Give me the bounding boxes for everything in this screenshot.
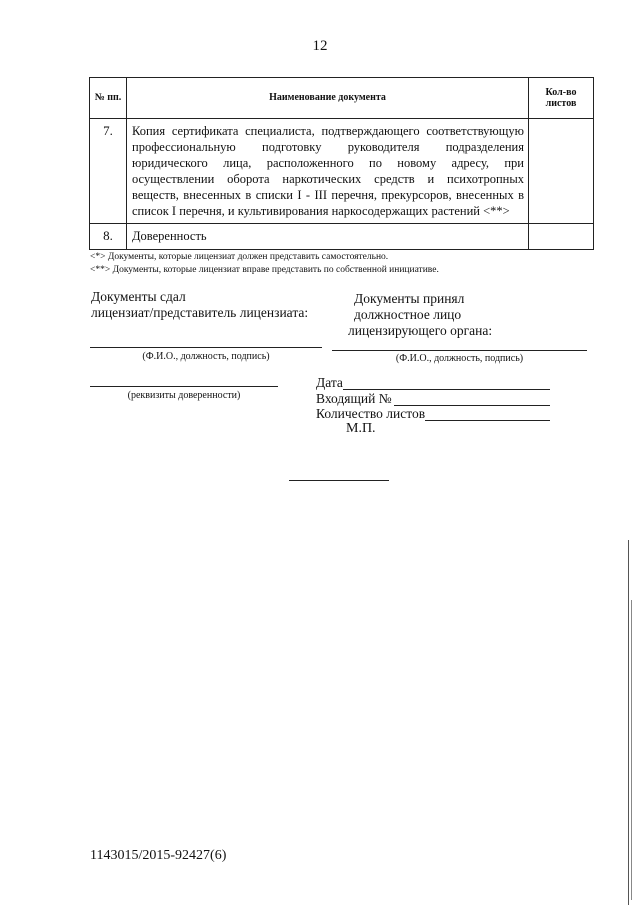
footnote-optional: <**> Документы, которые лицензиат вправе представить по собственной инициативе. [90, 265, 439, 275]
header-sheet-count: Кол-во листов [529, 78, 594, 119]
row-number: 8. [90, 224, 127, 250]
table-header-row [90, 78, 594, 119]
licensing-body-label: лицензирующего органа: [348, 323, 493, 338]
licensee-signature-caption: (Ф.И.О., должность, подпись) [142, 351, 270, 362]
page-number: 12 [312, 38, 328, 54]
documents-table [89, 77, 594, 250]
scan-edge-mark [631, 600, 632, 900]
power-of-attorney-caption: (реквизиты доверенности) [127, 390, 241, 401]
official-signature-caption: (Ф.И.О., должность, подпись) [395, 353, 524, 364]
row-sheet-count [529, 119, 594, 224]
official-signature-line [332, 350, 587, 351]
official-label: должностное лицо [354, 307, 462, 322]
date-label: Дата [316, 375, 343, 390]
date-field [343, 389, 550, 390]
sheet-count-label: Количество листов [316, 406, 426, 421]
incoming-number-label: Входящий № [316, 391, 392, 406]
table-row [90, 119, 594, 224]
table-row [90, 224, 594, 250]
sheet-count-field [425, 420, 550, 421]
row-sheet-count [529, 224, 594, 250]
header-number: № пп. [90, 78, 127, 119]
document-code: 1143015/2015-92427(6) [90, 848, 227, 863]
received-by-label: Документы принял [354, 291, 465, 306]
footnote-mandatory: <*> Документы, которые лицензиат должен представить самостоятельно. [90, 252, 389, 262]
submitted-by-label: Документы сдал [91, 289, 186, 304]
licensee-signature-line [90, 347, 322, 348]
header-document-name: Наименование документа [127, 78, 529, 119]
row-document-name: Копия сертификата специалиста, подтверждающего соответствующую профессиональную подготовку руководителя подразделения юридического лица, расположенного по новому адресу, при осуществлении оборота наркотических средств и психотропных веществ, внесенных в списки I - III перечня, прекурсоров, внесенных в список I перечня, и культивирования наркосодержащих растений <**> [127, 119, 529, 224]
row-number: 7. [90, 119, 127, 224]
power-of-attorney-line [90, 386, 278, 387]
stamp-place: М.П. [346, 421, 376, 436]
scan-edge-mark [628, 540, 629, 905]
licensee-label: лицензиат/представитель лицензиата: [91, 305, 309, 320]
end-divider [289, 480, 389, 481]
row-document-name: Доверенность [127, 224, 529, 250]
